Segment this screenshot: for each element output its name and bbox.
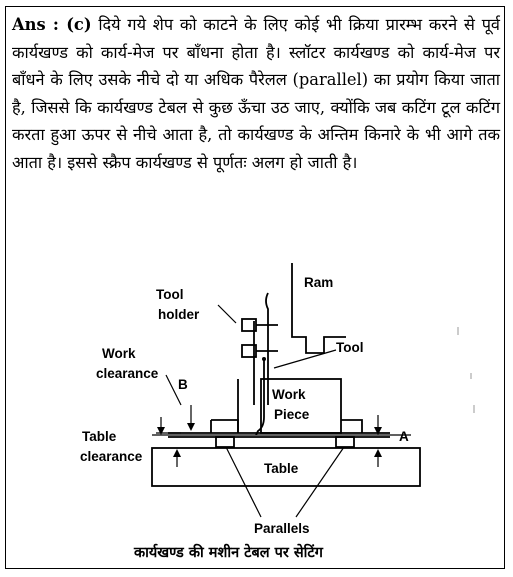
slotter-setup-diagram — [6, 255, 504, 567]
label-work-clearance-2: clearance — [96, 366, 159, 381]
tool-holder-outline — [266, 293, 268, 405]
label-ram: Ram — [304, 275, 334, 290]
label-point-a: A — [399, 429, 409, 444]
label-point-b: B — [178, 377, 188, 392]
label-table-clearance-1: Table — [82, 429, 117, 444]
label-parallels: Parallels — [254, 521, 310, 536]
workpiece-setting-figure — [6, 255, 504, 567]
tool-shank — [256, 359, 264, 435]
answer-body: दिये गये शेप को काटने के लिए कोई भी क्रिया प्रारम्भ करने से पूर्व कार्यखण्ड को कार्य-मेज पर बाँधना होता है। स्लॉटर कार्यखण्ड को कार्य-मेज पर बाँधने के लिए उसके नीचे दो या अधिक पैरेलल (parallel) का प्रयोग किया जाता है, जिससे कि कार्यखण्ड टेबल से कुछ ऊँचा उठ जाए, क्योंकि जब कटिंग टूल कटिंग करता हुआ ऊपर से नीचे आता है, तो कार्यखण्ड के अन्तिम किनारे के भी आगे तक आता है। इससे स्क्रैप कार्यखण्ड से पूर्णतः अलग हो जाती है। — [12, 15, 500, 172]
label-tool-holder-2: holder — [158, 307, 200, 322]
figure-caption: कार्यखण्ड की मशीन टेबल पर सेटिंग — [134, 545, 323, 561]
label-work-piece-2: Piece — [274, 407, 310, 422]
answer-frame — [5, 6, 505, 569]
label-tool-holder-1: Tool — [156, 287, 184, 302]
label-table: Table — [264, 461, 299, 476]
answer-paragraph — [12, 11, 500, 176]
right-clamp — [341, 420, 362, 433]
parallel-right — [336, 437, 354, 447]
label-work-clearance-1: Work — [102, 346, 136, 361]
answer-lead: Ans : (c) — [12, 15, 92, 34]
left-clamp — [211, 420, 238, 433]
parallel-left — [216, 437, 234, 447]
label-tool: Tool — [336, 340, 364, 355]
label-table-clearance-2: clearance — [80, 449, 143, 464]
label-work-piece-1: Work — [272, 387, 306, 402]
